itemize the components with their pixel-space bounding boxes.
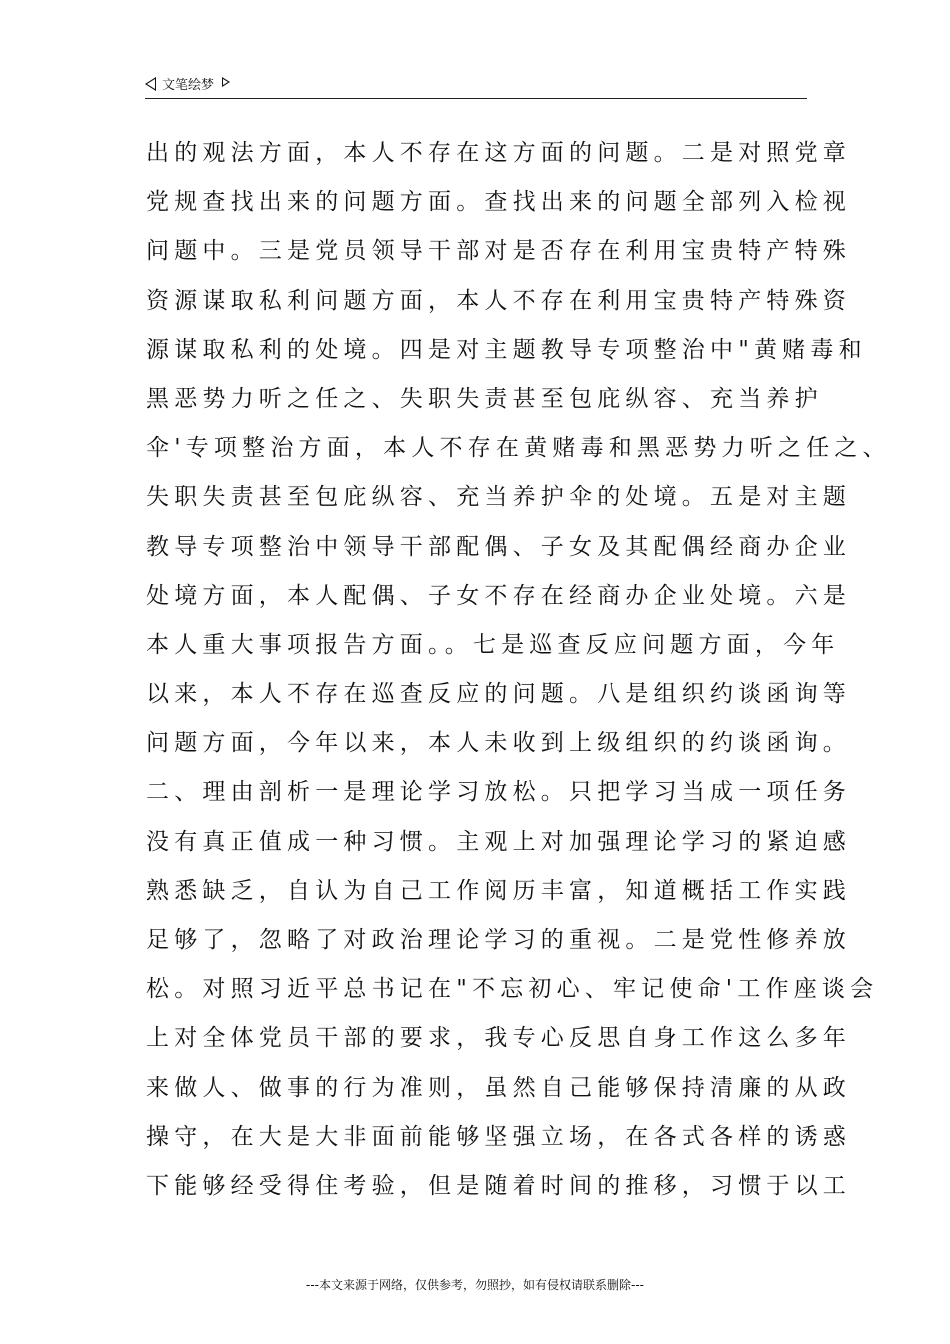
brand [145, 74, 230, 93]
body-line: 处境方面，本人配偶、子女不存在经商办企业处境。六是 [146, 582, 851, 609]
body-line: 本人重大事项报告方面。。七是巡查反应问题方面，今年 [146, 631, 840, 658]
body-line: 以来，本人不存在巡查反应的问题。八是组织约谈函询等 [146, 681, 851, 708]
body-line: 问题方面，今年以来，本人未收到上级组织的约谈函询。 [146, 730, 851, 757]
body-line: 出的观法方面，本人不存在这方面的问题。二是对照党章 [146, 140, 851, 166]
body-line: 没有真正值成一种习惯。主观上对加强理论学习的紧迫感 [146, 828, 851, 855]
body-line: 教导专项整治中领导干部配偶、子女及其配偶经商办企业 [146, 533, 851, 560]
body-line: 足够了，忽略了对政治理论学习的重视。二是党性修养放 [146, 927, 851, 953]
footer-disclaimer: ---本文来源于网络，仅供参考，勿照抄，如有侵权请联系删除--- [306, 1278, 644, 1292]
body-line: 失职失责甚至包庇纵容、充当养护伞的处境。五是对主题 [146, 484, 851, 511]
body-line: 熟悉缺乏，自认为自己工作阅历丰富，知道概括工作实践 [146, 877, 851, 904]
page-header [145, 70, 807, 99]
document-body [146, 129, 891, 1211]
body-line: 上对全体党员干部的要求，我专心反思自身工作这么多年 [146, 1025, 851, 1052]
body-line: 松。对照习近平总书记在"不忘初心、牢记使命'工作座谈会 [146, 976, 879, 1003]
body-line: 黑恶势力听之任之、失职失责甚至包庇纵容、充当养护 [146, 385, 823, 412]
body-line: 问题中。三是党员领导干部对是否存在利用宝贵特产特殊 [146, 238, 851, 265]
body-line: 来做人、做事的行为准则，虽然自己能够保持清廉的从政 [146, 1074, 851, 1101]
triangle-right-icon [222, 77, 230, 87]
body-line: 下能够经受得住考验，但是随着时间的推移，习惯于以工 [146, 1172, 851, 1199]
brand-label: 文笔绘梦 [162, 78, 215, 93]
body-line: 操守，在大是大非面前能够坚强立场，在各式各样的诱惑 [146, 1123, 851, 1150]
body-line: 伞'专项整治方面，本人不存在黄赌毒和黑恶势力听之任之、 [146, 435, 891, 462]
body-line: 资源谋取私利问题方面，本人不存在利用宝贵特产特殊资 [146, 287, 851, 314]
triangle-left-icon [145, 77, 156, 91]
body-line: 党规查找出来的问题方面。查找出来的问题全部列入检视 [146, 189, 851, 216]
body-line: 二、理由剖析一是理论学习放松。只把学习当成一项任务 [146, 779, 851, 806]
body-line: 源谋取私利的处境。四是对主题教导专项整治中"黄赌毒和 [146, 336, 867, 363]
